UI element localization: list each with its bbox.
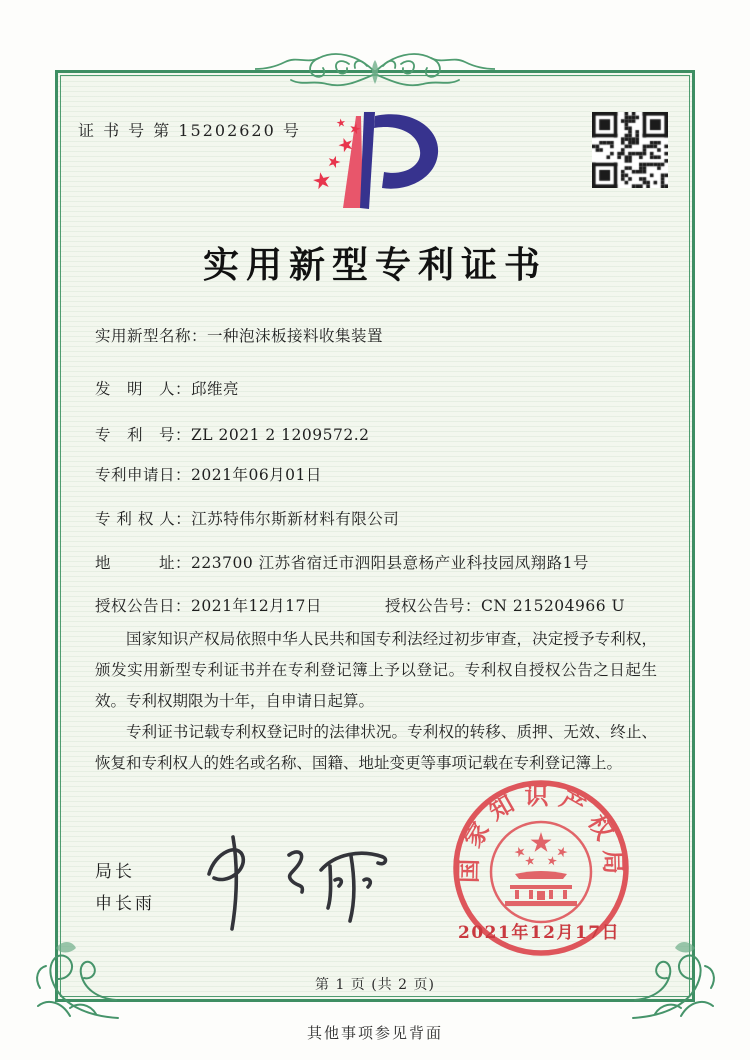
see-back-note: 其他事项参见背面 — [306, 1024, 443, 1042]
director-name: 申长雨 — [95, 894, 155, 914]
field-value: 邱维亮 — [191, 380, 240, 398]
certificate-title: 实用新型专利证书 — [202, 244, 547, 286]
legal-paragraph-2: 专利证书记载专利权登记时的法律状况。专利权的转移、质押、无效、终止、恢复和专利权人的姓名或名称、国籍、地址变更等事项记载在专利登记簿上。 — [95, 723, 657, 772]
field-row-inventor — [95, 377, 657, 399]
field-label: 地 址： — [95, 554, 192, 572]
field-value: CN 215204966 U — [481, 597, 626, 615]
field-value: ZL 2021 2 1209572.2 — [191, 426, 370, 444]
field-grant-publication-number — [385, 594, 625, 616]
field-label: 发 明 人： — [95, 380, 192, 398]
field-row-patentee — [95, 507, 657, 529]
field-row-filing-date — [95, 463, 657, 485]
certificate-number: 证 书 号 第 15202620 号 — [78, 121, 301, 140]
field-row-address — [95, 551, 657, 573]
legal-text — [95, 624, 657, 779]
field-row-grant-date — [95, 594, 657, 616]
top-center-flourish-ornament — [255, 42, 495, 100]
field-label: 授权公告号： — [385, 597, 482, 615]
field-value: 江苏特伟尔斯新材料有限公司 — [191, 510, 400, 528]
logo-blue-p-bowl — [374, 114, 438, 189]
field-label: 专 利 权 人： — [95, 510, 192, 528]
logo-blue-bar — [360, 112, 375, 209]
field-row-utility-model-name — [95, 324, 657, 346]
seal-national-emblem — [491, 822, 591, 922]
field-value: 一种泡沫板接料收集装置 — [207, 327, 384, 345]
field-label: 实用新型名称： — [95, 327, 208, 345]
field-value: 2021年12月17日 — [191, 597, 322, 615]
director-title: 局长 — [95, 862, 135, 882]
field-row-patent-number — [95, 423, 657, 445]
director-block — [95, 856, 155, 920]
legal-paragraph-1: 国家知识产权局依照中华人民共和国专利法经过初步审查，决定授予专利权，颁发实用新型专利证书并在专利登记簿上予以登记。专利权自授权公告之日起生效。专利权期限为十年，自申请日起算。 — [95, 630, 657, 710]
field-value: 2021年06月01日 — [191, 466, 322, 484]
page-number: 第 1 页 (共 2 页) — [315, 977, 435, 993]
field-label: 专 利 号： — [95, 426, 192, 444]
cnipa-official-seal — [445, 772, 637, 974]
seal-text: 国家知识产权局 — [453, 780, 629, 884]
field-value: 223700 江苏省宿迁市泗阳县意杨产业科技园凤翔路1号 — [191, 554, 589, 572]
field-label: 专利申请日： — [95, 466, 192, 484]
qr-code — [592, 112, 668, 188]
cnipa-logo — [303, 108, 448, 216]
field-label: 授权公告日： — [95, 597, 192, 615]
director-handwritten-signature — [185, 828, 397, 936]
seal-date: 2021年12月17日 — [458, 923, 621, 943]
